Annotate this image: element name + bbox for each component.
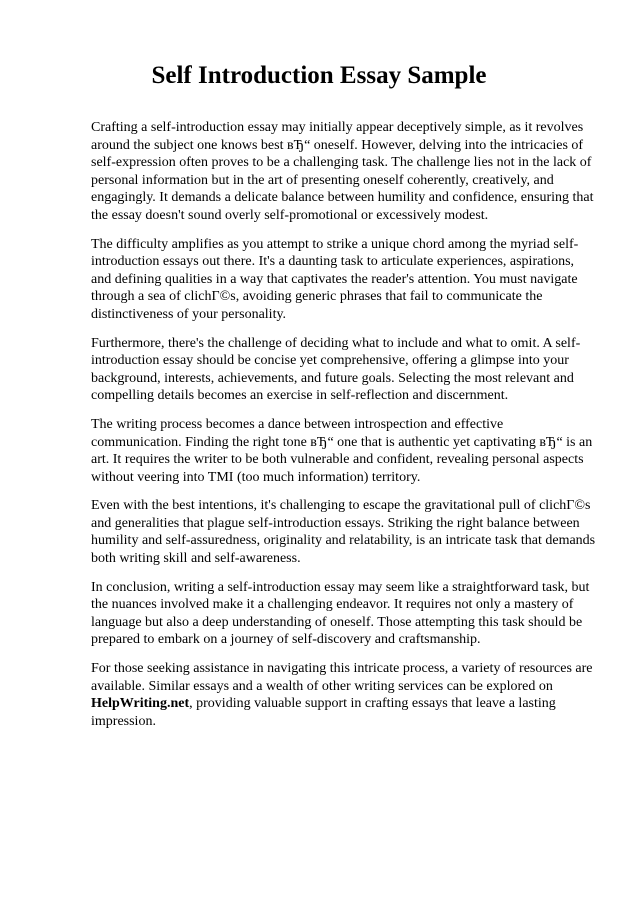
paragraph-1: Crafting a self-introduction essay may initially appear deceptively simple, as it revolves around the subject one knows best вЂ“ oneself. However, delving into the intricacies of self-expression often proves to be a challenging task. The challenge lies not in the lack of personal information but in the art of presenting oneself coherently, creatively, and engagingly. It demands a delicate balance between humility and confidence, ensuring that the essay doesn't sound overly self-promotional or excessively modest. bbox=[91, 120, 594, 223]
paragraph-5: Even with the best intentions, it's challenging to escape the gravitational pull of clichГ©s and generalities that plague self-introduction essays. Striking the right balance between humility and self-assuredness, originality and relatability, is an intricate task that demands both writing skill and self-awareness. bbox=[91, 498, 596, 567]
paragraph-3: Furthermore, there's the challenge of deciding what to include and what to omit. A self-introduction essay should be concise yet comprehensive, offering a glimpse into your background, interests, achievements, and future goals. Selecting the most relevant and compelling details becomes an exercise in self-reflection and discernment. bbox=[91, 335, 581, 404]
helpwriting-link[interactable]: HelpWriting.net bbox=[91, 696, 190, 712]
paragraph-2: The difficulty amplifies as you attempt to strike a unique chord among the myriad self-introduction essays out there. It's a daunting task to articulate experiences, aspirations, and defining qualities in a way that captivates the reader's attention. You must navigate through a sea of clichГ©s, avoiding generic phrases that fail to communicate the distinctiveness of your personality. bbox=[91, 236, 579, 322]
paragraph-7-text-after-link: , providing valuable support in crafting essays that leave a lasting impression. bbox=[91, 696, 556, 729]
page-title: Self Introduction Essay Sample bbox=[151, 62, 487, 89]
paragraph-7-text-before-link: For those seeking assistance in navigating this intricate process, a variety of resources are available. Similar essays and a wealth of other writing services can be explored on bbox=[91, 661, 593, 694]
paragraph-6: In conclusion, writing a self-introduction essay may seem like a straightforward task, but the nuances involved make it a challenging endeavor. It requires not only a mastery of language but also a deep understanding of oneself. Those attempting this task should be prepared to embark on a journey of self-discovery and craftsmanship. bbox=[91, 579, 590, 648]
paragraph-4: The writing process becomes a dance between introspection and effective communication. Finding the right tone вЂ“ one that is authentic yet captivating вЂ“ is an art. It requires the writer to be both vulnerable and confident, revealing personal aspects without veering into TMI (too much information) territory. bbox=[91, 416, 593, 485]
essay-body bbox=[91, 119, 596, 741]
paragraph-7 bbox=[91, 660, 596, 730]
